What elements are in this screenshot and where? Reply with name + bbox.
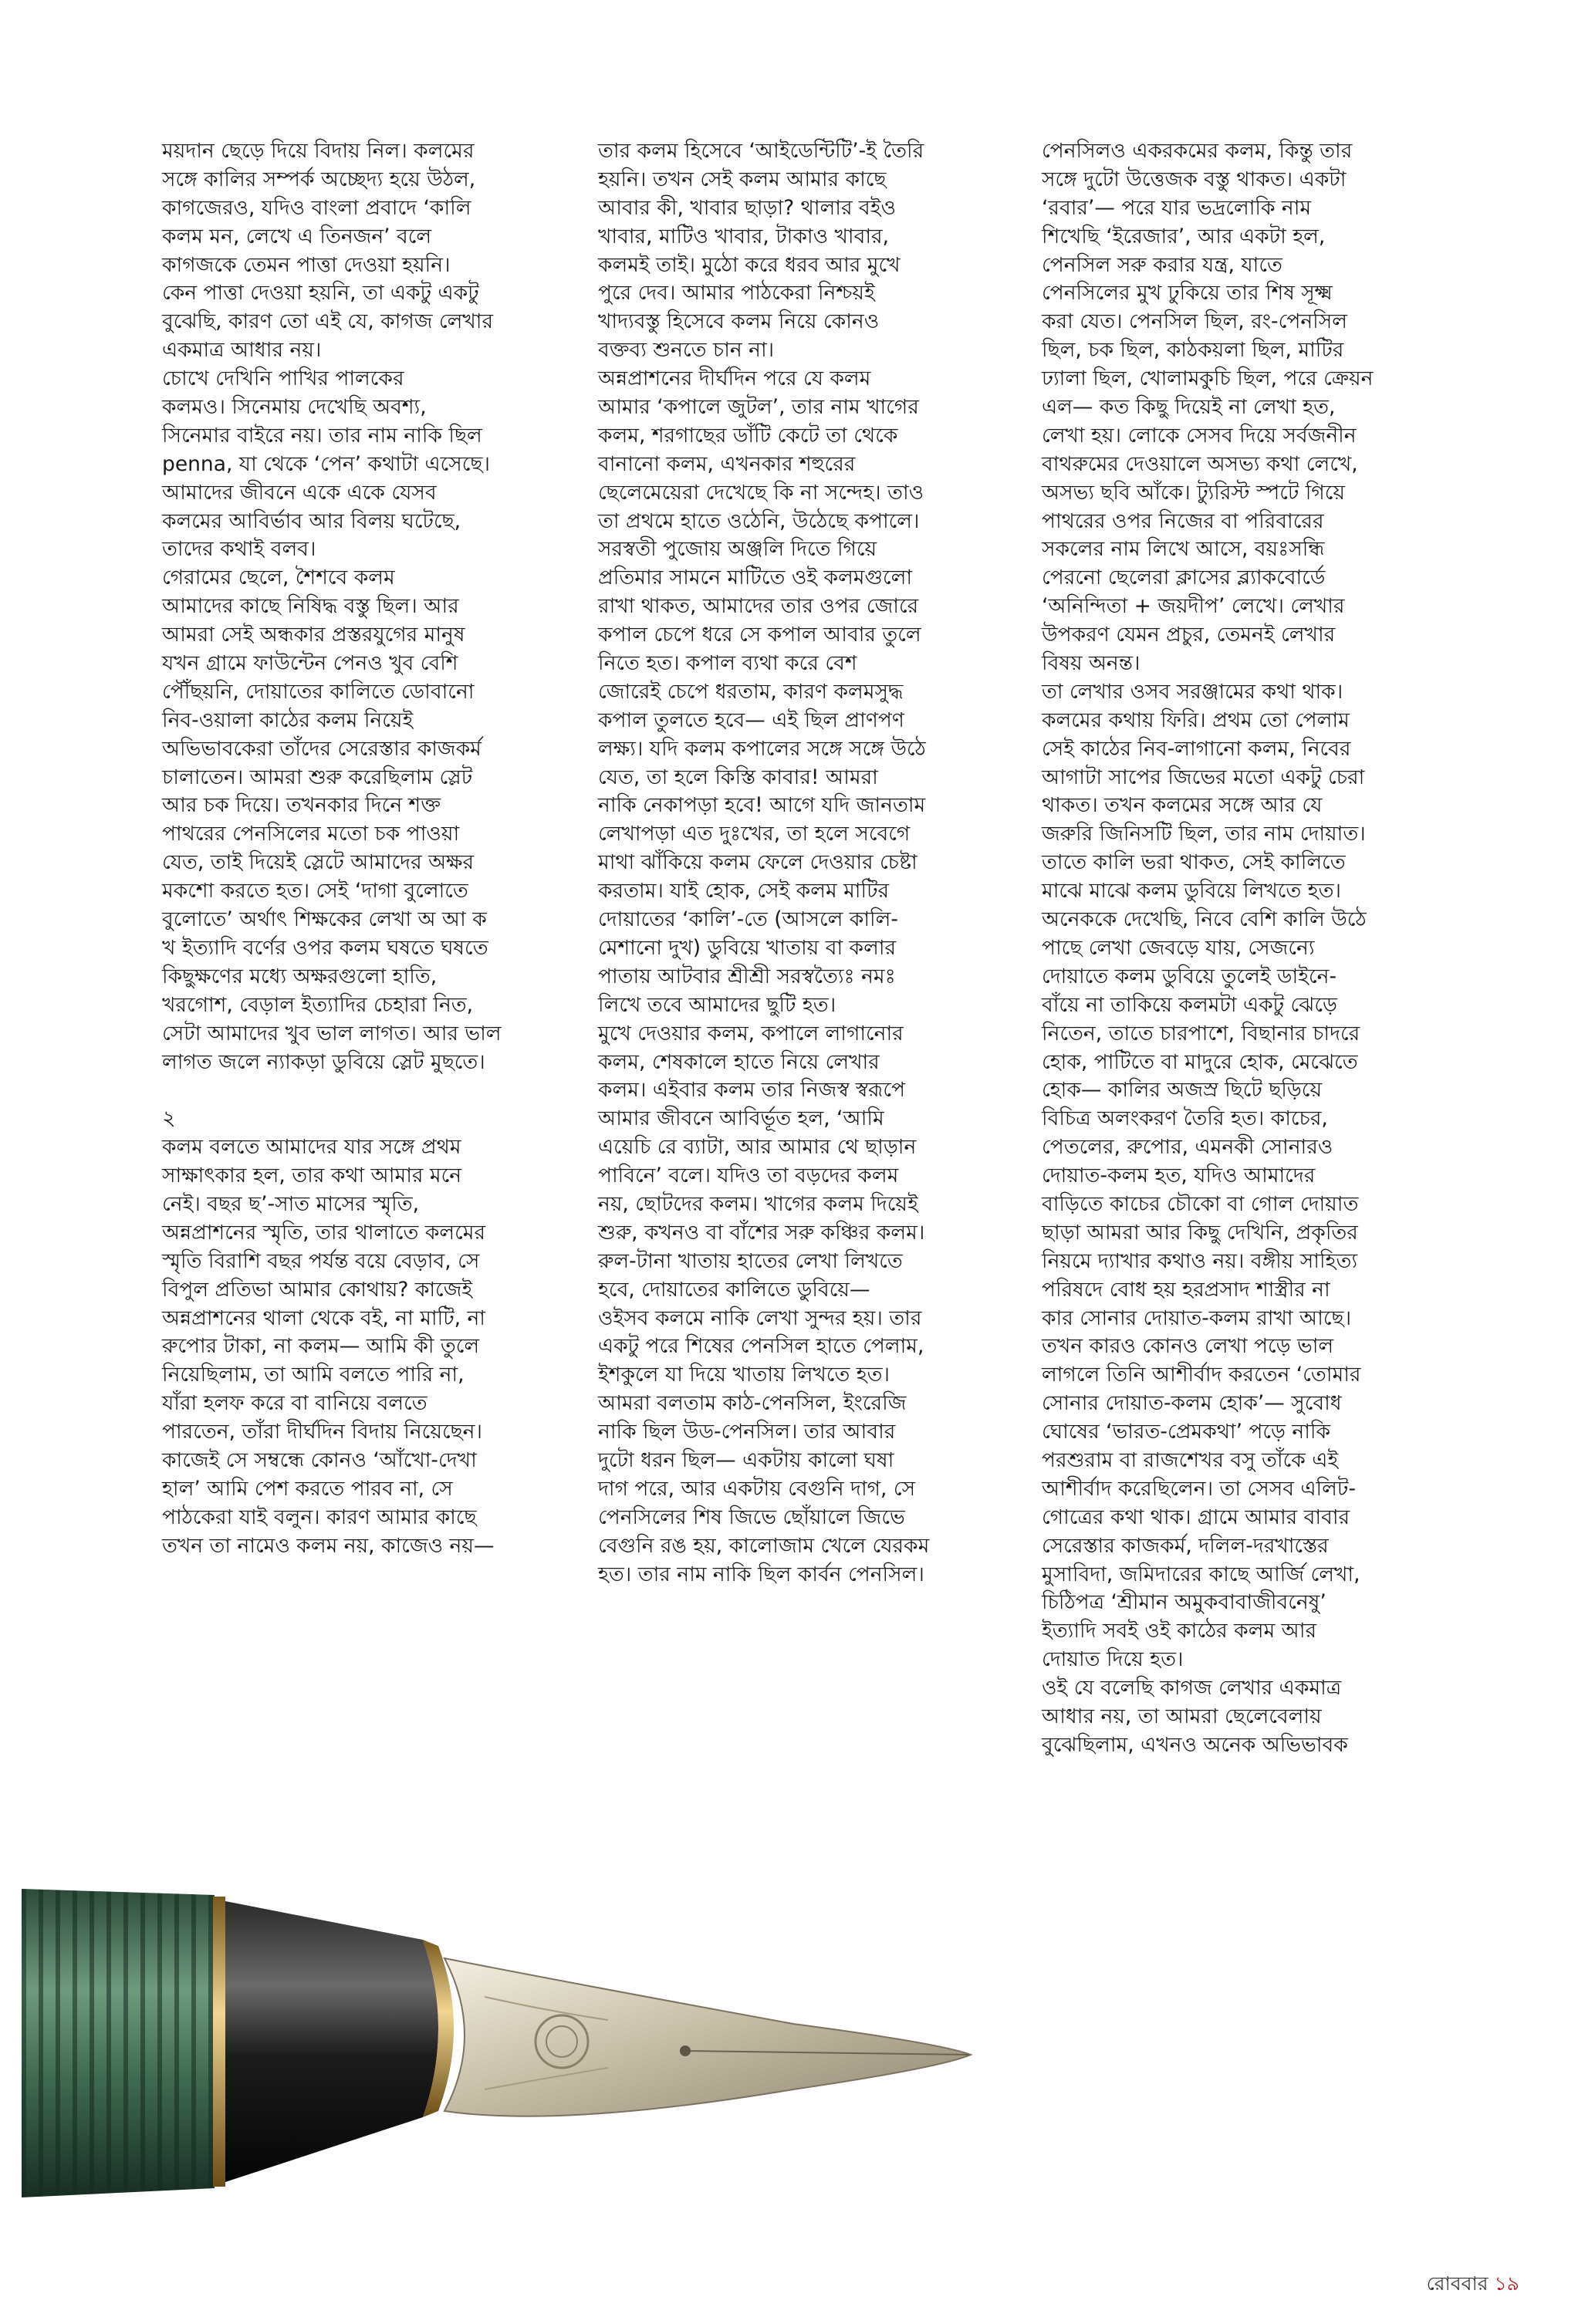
text-line: রুল-টানা খাতায় হাতের লেখা লিখতে	[598, 1248, 903, 1273]
text-line: পাথরের পেনসিলের মতো চক পাওয়া	[162, 822, 460, 846]
column-2-text	[598, 137, 999, 1589]
text-line: বুঝেছিলাম, এখনও অনেক অভিভাবক	[1042, 1732, 1348, 1757]
text-line: যেত, তাই দিয়েই স্লেটে আমাদের অক্ষর	[162, 850, 475, 875]
text-line: প্রতিমার সামনে মাটিতে ওই কলমগুলো	[598, 566, 913, 590]
text-line: নিতে হত। কপাল ব্যথা করে বেশ	[598, 651, 857, 676]
text-line: শুরু, কখনও বা বাঁশের সরু কঞ্চির কলম।	[598, 1220, 925, 1245]
section-gap	[162, 1076, 548, 1105]
text-line: মেশানো দুখ) ডুবিয়ে খাতায় বা কলার	[598, 935, 897, 960]
text-line: মাঝে মাঝে কলম ডুবিয়ে লিখতে হত।	[1042, 879, 1341, 904]
page-footer	[1427, 2268, 1519, 2302]
text-line: আবার কী, খাবার ছাড়া? থালার বইও	[598, 195, 896, 220]
text-line: আমরা সেই অন্ধকার প্রস্তরযুগের মানুষ	[162, 623, 465, 647]
text-line: কলমও। সিনেমায় দেখেছি অবশ্য,	[162, 395, 427, 420]
text-line: লাগলে তিনি আশীর্বাদ করতেন ‘তোমার	[1042, 1363, 1361, 1387]
text-line: বিচিত্র অলংকরণ তৈরি হত। কাচের,	[1042, 1106, 1328, 1131]
text-line: ওইসব কলমে নাকি লেখা সুন্দর হয়। তার	[598, 1306, 922, 1330]
text-line: ইশকুলে যা দিয়ে খাতায় লিখতে হত।	[598, 1363, 890, 1387]
text-line: আমার জীবনে আবির্ভূত হল, ‘আমি	[598, 1106, 884, 1131]
text-line: দোয়াত দিয়ে হত।	[1042, 1647, 1184, 1672]
text-line: অন্নপ্রাশনের থালা থেকে বই, না মাটি, না	[162, 1306, 485, 1330]
text-line: সেটা আমাদের খুব ভাল লাগত। আর ভাল	[162, 1021, 502, 1045]
text-line: দাগ পরে, আর একটায় বেগুনি দাগ, সে	[598, 1476, 916, 1501]
text-line: লেখাপড়া এত দুঃখের, তা হলে সবেগে	[598, 822, 911, 846]
text-line: কলম বলতে আমাদের যার সঙ্গে প্রথম	[162, 1135, 461, 1160]
text-line: দোয়াত-কলম হত, যদিও আমাদের	[1042, 1164, 1316, 1188]
section-number: ২	[162, 1106, 176, 1131]
text-line: পেতলের, রুপোর, এমনকী সোনারও	[1042, 1135, 1333, 1160]
text-line: উপকরণ যেমন প্রচুর, তেমনই লেখার	[1042, 623, 1336, 647]
text-line: ‘অনিন্দিতা + জয়দীপ’ লেখে। লেখার	[1042, 594, 1345, 619]
text-line: সেরেস্তার কাজকর্ম, দলিল-দরখাস্তের	[1042, 1533, 1329, 1558]
text-line: এল— কত কিছু দিয়েই না লেখা হত,	[1042, 395, 1336, 420]
column-1	[162, 137, 548, 1561]
text-line: যেত, তা হলে কিস্তি কাবার! আমরা	[598, 765, 878, 789]
text-line: ইত্যাদি সবই ওই কাঠের কলম আর	[1042, 1619, 1317, 1643]
text-line: লক্ষ্য। যদি কলম কপালের সঙ্গে সঙ্গে উঠে	[598, 736, 926, 761]
text-line: বিপুল প্রতিভা আমার কোথায়? কাজেই	[162, 1277, 473, 1302]
text-line: মাথা ঝাঁকিয়ে কলম ফেলে দেওয়ার চেষ্টা	[598, 850, 917, 875]
text-line: নিতেন, তাতে চারপাশে, বিছানার চাদরে	[1042, 1021, 1360, 1045]
text-line: বেগুনি রঙ হয়, কালোজাম খেলে যেরকম	[598, 1533, 930, 1558]
text-line: কলমের আবির্ভাব আর বিলয় ঘটেছে,	[162, 508, 461, 533]
text-line: সাক্ষাৎকার হল, তার কথা আমার মনে	[162, 1164, 462, 1188]
text-line: তখন কারও কোনও লেখা পড়ে ভাল	[1042, 1334, 1334, 1359]
text-line: দুটো ধরন ছিল— একটায় কালো ঘষা	[598, 1447, 894, 1472]
text-line: কপাল চেপে ধরে সে কপাল আবার তুলে	[598, 623, 921, 647]
text-line: পেনসিল সরু করার যন্ত্র, যাতে	[1042, 252, 1282, 277]
text-line: ঢ্যালা ছিল, খোলামকুচি ছিল, পরে ক্রেয়ন	[1042, 367, 1374, 391]
text-line: সেই কাঠের নিব-লাগানো কলম, নিবের	[1042, 736, 1351, 761]
text-line: অন্নপ্রাশনের দীর্ঘদিন পরে যে কলম	[598, 367, 871, 391]
text-line: পারতেন, তাঁরা দীর্ঘদিন বিদায় নিয়েছেন।	[162, 1420, 482, 1444]
text-line: রাখা থাকত, আমাদের তার ওপর জোরে	[598, 594, 919, 619]
text-line: স্মৃতি বিরাশি বছর পর্যন্ত বয়ে বেড়াব, সে	[162, 1248, 480, 1273]
text-line: কাজেই সে সম্বন্ধে কোনও ‘আঁখো-দেখা	[162, 1447, 477, 1472]
text-line: আমাদের কাছে নিষিদ্ধ বস্তু ছিল। আর	[162, 594, 459, 619]
text-line: জরুরি জিনিসটি ছিল, তার নাম দোয়াত।	[1042, 822, 1366, 846]
text-line: একটু পরে শিষের পেনসিল হাতে পেলাম,	[598, 1334, 924, 1359]
text-line: সকলের নাম লিখে আসে, বয়ঃসন্ধি	[1042, 537, 1325, 562]
text-line: পাঠকেরা যাই বলুন। কারণ আমার কাছে	[162, 1505, 477, 1529]
text-line: নাকি নেকাপড়া হবে! আগে যদি জানতাম	[598, 793, 926, 818]
text-line: হোক— কালির অজস্র ছিটে ছড়িয়ে	[1042, 1078, 1323, 1103]
text-line: চোখে দেখিনি পাখির পালকের	[162, 367, 404, 391]
text-line: শিখেছি ‘ইরেজার’, আর একটা হল,	[1042, 224, 1326, 248]
text-line: অনেককে দেখেছি, নিবে বেশি কালি উঠে	[1042, 907, 1367, 932]
text-line: আধার নয়, তা আমরা ছেলেবেলায়	[1042, 1704, 1322, 1728]
text-line: তা প্রথমে হাতে ওঠেনি, উঠেছে কপালে।	[598, 508, 920, 533]
text-line: penna, যা থেকে ‘পেন’ কথাটা এসেছে।	[162, 451, 490, 476]
text-line: মকশো করতে হত। সেই ‘দাগা বুলোতে	[162, 879, 468, 904]
text-line: আমরা বলতাম কাঠ-পেনসিল, ইংরেজি	[598, 1391, 907, 1416]
text-line: সিনেমার বাইরে নয়। তার নাম নাকি ছিল	[162, 423, 482, 448]
text-line: লিখে তবে আমাদের ছুটি হত।	[598, 992, 836, 1017]
text-line: তার কলম হিসেবে ‘আইডেন্টিটি’-ই তৈরি	[598, 139, 924, 163]
text-line: পৌঁছয়নি, দোয়াতের কালিতে ডোবানো	[162, 679, 475, 704]
text-line: কাগজকে তেমন পাত্তা দেওয়া হয়নি।	[162, 252, 451, 277]
text-line: সঙ্গে দুটো উত্তেজক বস্তু থাকত। একটা	[1042, 167, 1347, 191]
page-number: ১৯	[1494, 2272, 1519, 2295]
text-line: সোনার দোয়াত-কলম হোক’— সুবোধ	[1042, 1391, 1342, 1416]
text-line: করা যেত। পেনসিল ছিল, রং-পেনসিল	[1042, 309, 1348, 334]
text-line: কপাল তুলতে হবে— এই ছিল প্রাণপণ	[598, 708, 904, 732]
column-3	[1042, 137, 1428, 1760]
text-line: বাথরুমের দেওয়ালে অসভ্য কথা লেখে,	[1042, 451, 1358, 476]
text-line: কেন পাত্তা দেওয়া হয়নি, তা একটু একটু	[162, 281, 479, 306]
text-line: গেরামের ছেলে, শৈশবে কলম	[162, 566, 395, 590]
text-line: হোক, পাটিতে বা মাদুরে হোক, মেঝেতে	[1042, 1049, 1358, 1074]
text-line: আশীর্বাদ করেছিলেন। তা সেসব এলিট-	[1042, 1476, 1356, 1501]
text-line: নিয়মে দ্যাখার কথাও নয়। বঙ্গীয় সাহিত্য	[1042, 1248, 1358, 1273]
text-line: পেনসিলের মুখ ঢুকিয়ে তার শিষ সূক্ষ্ম	[1042, 281, 1333, 306]
text-line: অসভ্য ছবি আঁকে। ট্যুরিস্ট স্পটে গিয়ে	[1042, 480, 1345, 505]
text-line: পেনসিলের শিষ জিভে ছোঁয়ালে জিভে	[598, 1505, 905, 1529]
text-line: পেনসিলও একরকমের কলম, কিন্তু তার	[1042, 139, 1353, 163]
text-line: বাড়িতে কাচের চৌকো বা গোল দোয়াত	[1042, 1191, 1359, 1216]
text-line: নিয়েছিলাম, তা আমি বলতে পারি না,	[162, 1363, 465, 1387]
text-line: আর চক দিয়ে। তখনকার দিনে শক্ত	[162, 793, 441, 818]
text-line: পুরে দেব। আমার পাঠকেরা নিশ্চয়ই	[598, 281, 875, 306]
text-line: আগাটা সাপের জিভের মতো একটু চেরা	[1042, 765, 1365, 789]
text-line: কলমের কথায় ফিরি। প্রথম তো পেলাম	[1042, 708, 1350, 732]
text-line: ময়দান ছেড়ে দিয়ে বিদায় নিল। কলমের	[162, 139, 475, 163]
text-line: পেরনো ছেলেরা ক্লাসের ব্ল্যাকবোর্ডে	[1042, 566, 1326, 590]
text-line: বাঁয়ে না তাকিয়ে কলমটা একটু ঝেড়ে	[1042, 992, 1337, 1017]
text-line: নয়, ছোটদের কলম। খাগের কলম দিয়েই	[598, 1191, 918, 1216]
text-line: চালাতেন। আমরা শুরু করেছিলাম স্লেট	[162, 765, 473, 789]
text-line: পাতায় আটবার শ্রীশ্রী সরস্বত্যৈঃ নমঃ	[598, 964, 896, 988]
text-line: রুপোর টাকা, না কলম— আমি কী তুলে	[162, 1334, 480, 1359]
text-line: এয়েচি রে ব্যাটা, আর আমার থে ছাড়ান	[598, 1135, 917, 1160]
text-line: খাদ্যবস্তু হিসেবে কলম নিয়ে কোনও	[598, 309, 880, 334]
text-line: বুলোতে’ অর্থাৎ শিক্ষকের লেখা অ আ ক	[162, 907, 487, 932]
text-line: পাবিনে’ বলে। যদিও তা বড়দের কলম	[598, 1164, 899, 1188]
text-line: হত। তার নাম নাকি ছিল কার্বন পেনসিল।	[598, 1562, 924, 1586]
text-line: বিষয় অনন্ত।	[1042, 651, 1140, 676]
text-line: বানানো কলম, এখনকার শহুরের	[598, 451, 856, 476]
text-line: খ ইত্যাদি বর্ণের ওপর কলম ঘষতে ঘষতে	[162, 935, 488, 960]
magazine-name: রোববার	[1426, 2272, 1489, 2295]
text-line: হয়নি। তখন সেই কলম আমার কাছে	[598, 167, 887, 191]
text-line: পাথরের ওপর নিজের বা পরিবারের	[1042, 508, 1324, 533]
text-line: যাঁরা হলফ করে বা বানিয়ে বলতে	[162, 1391, 427, 1416]
text-line: কার সোনার দোয়াত-কলম রাখা আছে।	[1042, 1306, 1352, 1330]
text-line: তা লেখার ওসব সরঞ্জামের কথা থাক।	[1042, 679, 1343, 704]
text-line: কলম, শেষকালে হাতে নিয়ে লেখার	[598, 1049, 880, 1074]
text-line: থাকত। তখন কলমের সঙ্গে আর যে	[1042, 793, 1323, 818]
text-line: হাল’ আমি পেশ করতে পারব না, সে	[162, 1476, 453, 1501]
fountain-pen-illustration	[22, 1866, 994, 2221]
text-line: ছেলেমেয়েরা দেখেছে কি না সন্দেহ। তাও	[598, 480, 924, 505]
text-line: কলম, শরগাছের ডাঁটি কেটে তা থেকে	[598, 423, 898, 448]
text-line: দোয়াতে কলম ডুবিয়ে তুলেই ডাইনে-	[1042, 964, 1337, 988]
text-line: ওই যে বলেছি কাগজ লেখার একমাত্র	[1042, 1676, 1342, 1701]
text-line: নিব-ওয়ালা কাঠের কলম নিয়েই	[162, 708, 414, 732]
text-line: যখন গ্রামে ফাউন্টেন পেনও খুব বেশি	[162, 651, 458, 676]
text-line: কলমই তাই। মুঠো করে ধরব আর মুখে	[598, 252, 901, 277]
column-1-text	[162, 137, 548, 1076]
text-line: নাকি ছিল উড-পেনসিল। তার আবার	[598, 1420, 896, 1444]
text-line: ছিল, চক ছিল, কাঠকয়লা ছিল, মাটির	[1042, 338, 1344, 363]
text-line: কাগজেরও, যদিও বাংলা প্রবাদে ‘কালি	[162, 195, 471, 220]
text-line: আমাদের জীবনে একে একে যেসব	[162, 480, 437, 505]
text-line: লাগত জলে ন্যাকড়া ডুবিয়ে স্লেট মুছতে।	[162, 1049, 485, 1074]
column-2	[598, 137, 999, 1589]
text-line: হবে, দোয়াতের কালিতে ডুবিয়ে—	[598, 1277, 870, 1302]
text-line: পাছে লেখা জেবড়ে যায়, সেজন্যে	[1042, 935, 1315, 960]
text-line: লেখা হয়। লোকে সেসব দিয়ে সর্বজনীন	[1042, 423, 1357, 448]
column-1-text-continued	[162, 1133, 548, 1560]
text-line: জোরেই চেপে ধরতাম, কারণ কলমসুদ্ধ	[598, 679, 904, 704]
text-line: করতাম। যাই হোক, সেই কলম মাটির	[598, 879, 890, 904]
text-line: সঙ্গে কালির সম্পর্ক অচ্ছেদ্য হয়ে উঠল,	[162, 167, 476, 191]
text-line: কলম। এইবার কলম তার নিজস্ব স্বরূপে	[598, 1078, 905, 1103]
text-line: মুসাবিদা, জমিদারের কাছে আর্জি লেখা,	[1042, 1562, 1360, 1586]
text-line: বক্তব্য শুনতে চান না।	[598, 338, 775, 363]
text-line: খাবার, মাটিও খাবার, টাকাও খাবার,	[598, 224, 890, 248]
text-line: খরগোশ, বেড়াল ইত্যাদির চেহারা নিত,	[162, 992, 474, 1017]
text-line: তাতে কালি ভরা থাকত, সেই কালিতে	[1042, 850, 1346, 875]
text-line: দোয়াতের ‘কালি’-তে (আসলে কালি-	[598, 907, 898, 932]
text-line: ঘোষের ‘ভারত-প্রেমকথা’ পড়ে নাকি	[1042, 1420, 1331, 1444]
text-line: একমাত্র আধার নয়।	[162, 338, 322, 363]
column-3-text	[1042, 137, 1428, 1760]
text-line: সরস্বতী পুজোয় অঞ্জলি দিতে গিয়ে	[598, 537, 877, 562]
text-line: গোত্রের কথা থাক। গ্রামে আমার বাবার	[1042, 1505, 1350, 1529]
text-line: মুখে দেওয়ার কলম, কপালে লাগানোর	[598, 1021, 904, 1045]
text-line: ছাড়া আমরা আর কিছু দেখিনি, প্রকৃতির	[1042, 1220, 1358, 1245]
text-line: কিছুক্ষণের মধ্যে অক্ষরগুলো হাতি,	[162, 964, 438, 988]
text-line: আমার ‘কপালে জুটল’, তার নাম খাগের	[598, 395, 919, 420]
text-line: ‘রবার’— পরে যার ভদ্রলোকি নাম	[1042, 195, 1312, 220]
text-line: তাদের কথাই বলব।	[162, 537, 316, 562]
text-line: অভিভাবকেরা তাঁদের সেরেস্তার কাজকর্ম	[162, 736, 482, 761]
text-line: তখন তা নামেও কলম নয়, কাজেও নয়—	[162, 1533, 495, 1558]
text-line: চিঠিপত্র ‘শ্রীমান অমুকবাবাজীবনেষু’	[1042, 1590, 1326, 1615]
text-line: বুঝেছি, কারণ তো এই যে, কাগজ লেখার	[162, 309, 494, 334]
text-line: অন্নপ্রাশনের স্মৃতি, তার থালাতে কলমের	[162, 1220, 486, 1245]
text-line: কলম মন, লেখে এ তিনজন’ বলে	[162, 224, 432, 248]
text-line: নেই। বছর ছ’-সাত মাসের স্মৃতি,	[162, 1191, 420, 1216]
text-line: পরিষদে বোধ হয় হরপ্রসাদ শাস্ত্রীর না	[1042, 1277, 1330, 1302]
text-line: পরশুরাম বা রাজশেখর বসু তাঁকে এই	[1042, 1447, 1339, 1472]
